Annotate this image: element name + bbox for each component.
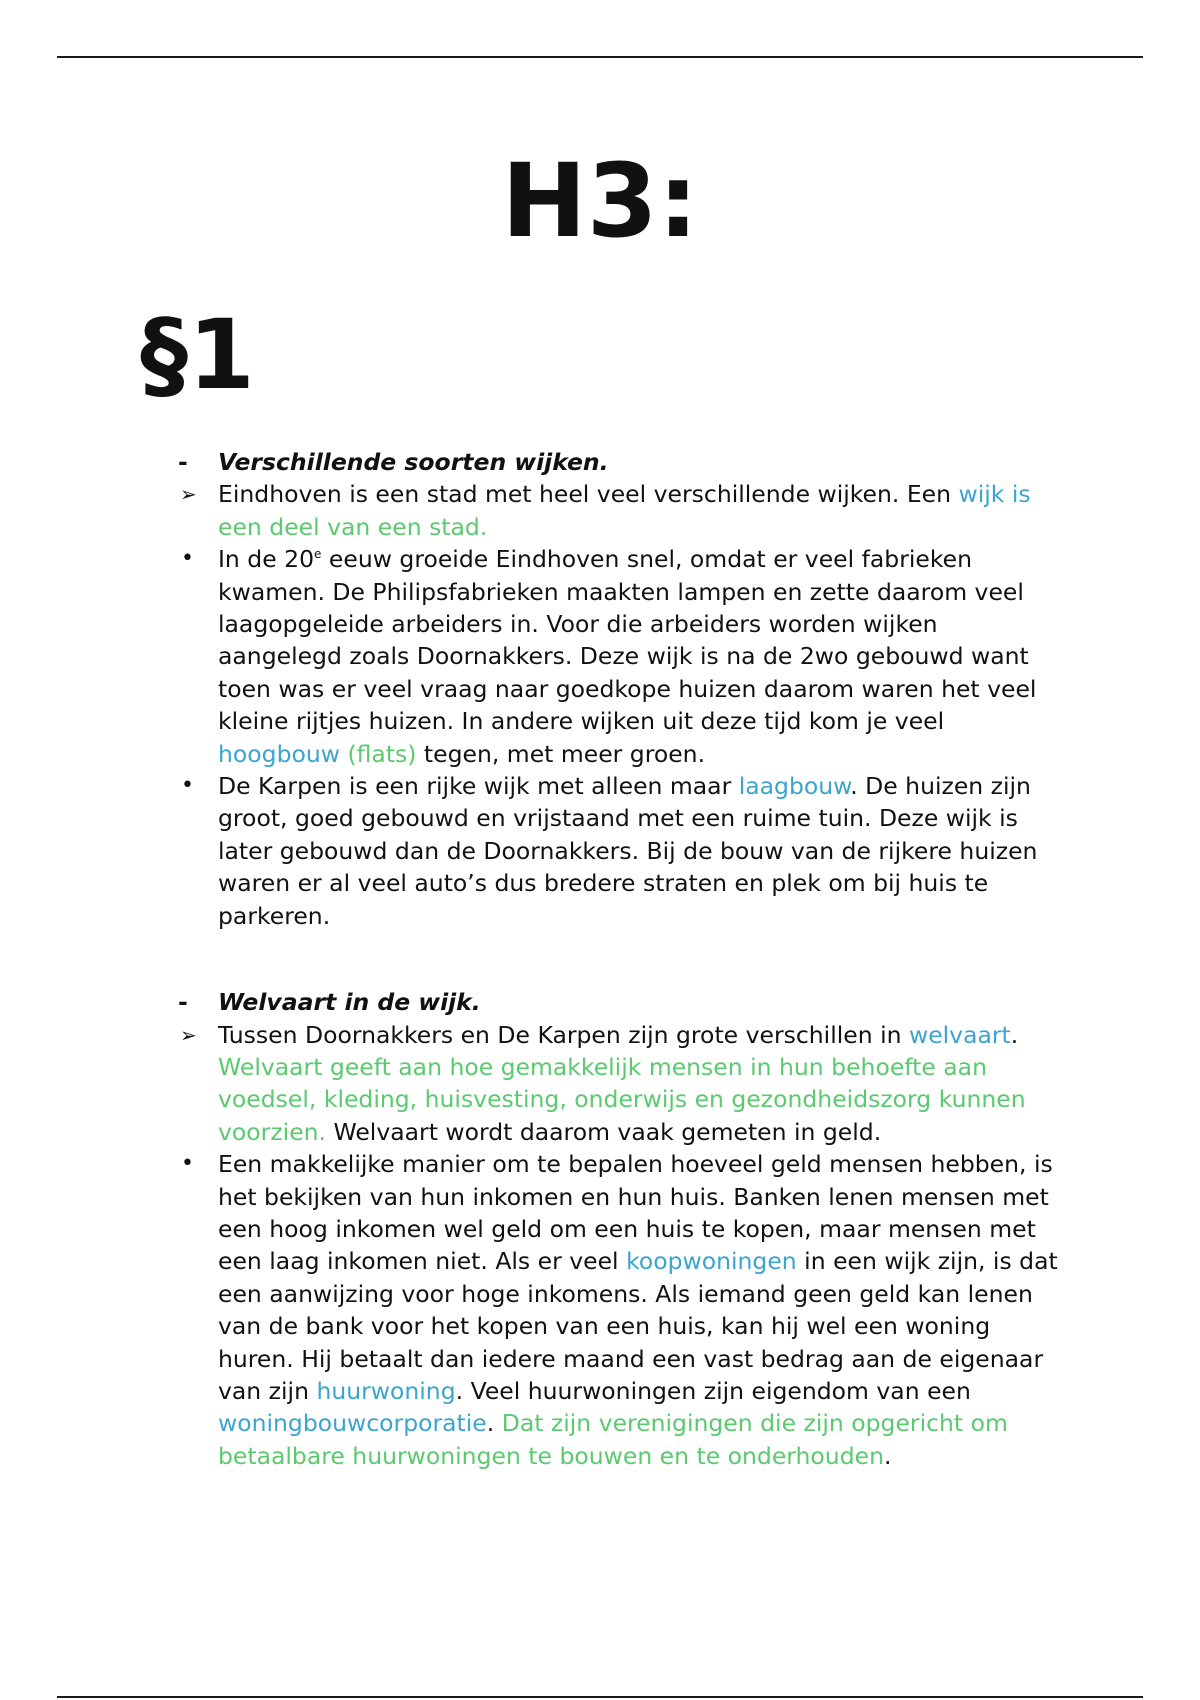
bottom-rule: [57, 1696, 1143, 1698]
definition: Welvaart geeft aan hoe gemakkelijk mensen in hun behoefte aan voedsel, kleding, huisvesting, onderwijs en gezondheidszorg kunnen voorzien.: [218, 1052, 1026, 1146]
chapter-title: H3:: [501, 142, 699, 261]
list-item: • De Karpen is een rijke wijk met alleen maar laagbouw. De huizen zijn groot, goed gebouwd en vrijstaand met een ruime tuin. Deze wijk is later gebouwd dan de Doornakkers. Bij de bouw van de rijkere huizen waren er al veel auto’s dus bredere straten en plek om bij huis te parkeren.: [181, 772, 1038, 930]
top-rule: [57, 56, 1143, 58]
dash-marker: -: [178, 448, 188, 476]
term: laagbouw: [738, 772, 851, 801]
arrow-bullet-icon: ➢: [180, 1022, 197, 1047]
list-item: ➢ Eindhoven is een stad met heel veel verschillende wijken. Een wijk is een deel van een stad.: [180, 480, 1031, 541]
definition: een deel van een stad.: [218, 512, 488, 541]
definition: Dat zijn verenigingen die zijn opgericht om betaalbare huurwoningen te bouwen en te onderhouden: [218, 1409, 1008, 1470]
bullet-icon: •: [181, 1151, 194, 1177]
arrow-bullet-icon: ➢: [180, 482, 197, 507]
list-item: ➢ Tussen Doornakkers en De Karpen zijn grote verschillen in welvaart. Welvaart geeft aan hoe gemakkelijk mensen in hun behoefte aan voedsel, kleding, huisvesting, onderwijs en gezondheidszorg kunnen voorzien. Welvaart wordt daarom vaak gemeten in geld.: [180, 1020, 1026, 1146]
term: koopwoningen: [626, 1247, 797, 1276]
document-body: [0, 446, 1200, 1472]
paragraph-gap: [0, 932, 1200, 986]
term: wijk is: [958, 480, 1031, 509]
section-title: §1: [140, 299, 255, 411]
bullet-icon: •: [181, 773, 194, 799]
term: woningbouwcorporatie: [218, 1409, 487, 1438]
term: hoogbouw: [218, 739, 340, 768]
section-heading-wijken: - Verschillende soorten wijken.: [0, 446, 1058, 478]
dash-marker: -: [178, 988, 188, 1017]
term: welvaart: [908, 1020, 1011, 1049]
list-item: • Een makkelijke manier om te bepalen hoeveel geld mensen hebben, is het bekijken van hun inkomen en hun huis. Banken lenen mensen met een hoog inkomen wel geld om een huis te kopen, maar mensen met een laag inkomen niet. Als er veel koopwoningen in een wijk zijn, is dat een aanwijzing voor hoge inkomens. Als iemand geen geld kan lenen van de bank voor het kopen van een huis, kan hij wel een woning huren. Hij betaalt dan iedere maand een vast bedrag aan de eigenaar van zijn huurwoning. Veel huurwoningen zijn eigendom van een woningbouwcorporatie. Dat zijn verenigingen die zijn opgericht om betaalbare huurwoningen te bouwen en te onderhouden.: [181, 1150, 1058, 1470]
section-heading-welvaart: - Welvaart in de wijk.: [0, 986, 1058, 1018]
list-item: • In de 20e eeuw groeide Eindhoven snel, omdat er veel fabrieken kwamen. De Philipsfabrieken maakten lampen en zette daarom veel laagopgeleide arbeiders in. Voor die arbeiders worden wijken aangelegd zoals Doornakkers. Deze wijk is na de 2wo gebouwd want toen was er veel vraag naar goedkope huizen daarom waren het veel kleine rijtjes huizen. In andere wijken uit deze tijd kom je veel hoogbouw (flats) tegen, met meer groen.: [181, 545, 1037, 768]
term: huurwoning: [316, 1376, 456, 1405]
bullet-icon: •: [181, 546, 194, 572]
definition: (flats): [339, 739, 417, 768]
